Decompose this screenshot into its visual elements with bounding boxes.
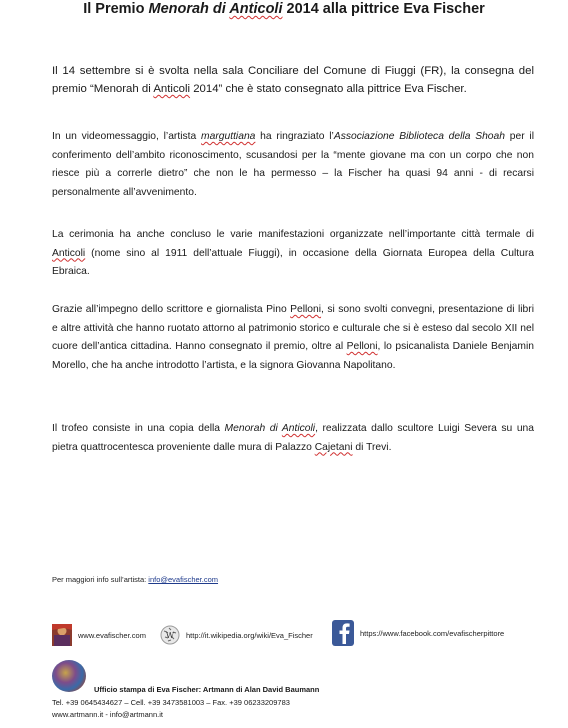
- title-text: Il Premio: [83, 1, 149, 17]
- press-office-contacts: www.artmann.it - info@artmann.it: [52, 710, 163, 719]
- facebook-link[interactable]: [332, 620, 504, 646]
- title-italic: Menorah di: [148, 1, 230, 17]
- text: Il trofeo consiste in una copia della: [52, 423, 225, 434]
- text: , lo psicanalista Daniele Benjamin Morello, che ha anche introdotto l’artista, e la signora Giovanna Napolitano.: [52, 341, 534, 371]
- spellcheck-word: Pelloni: [290, 304, 322, 315]
- facebook-text: https://www.facebook.com/evafischerpittore: [360, 628, 505, 638]
- text: Il 14 settembre si è svolta nella sala Conciliare del Comune di Fiuggi (FR), la consegna del premio “Menorah di: [52, 65, 534, 95]
- spellcheck-word: Cajetani: [314, 441, 353, 453]
- paragraph-1: [52, 62, 534, 98]
- text: La cerimonia ha anche concluso le varie manifestazioni organizzate nell’importante città termale di: [52, 229, 534, 240]
- text: Grazie all’impegno dello scrittore e giornalista Pino: [52, 304, 291, 315]
- title-text-end: 2014 alla pittrice Eva Fischer: [282, 1, 485, 17]
- facebook-icon: [332, 620, 354, 646]
- text: ha ringraziato l’: [255, 131, 334, 142]
- info-email-link[interactable]: info@evafischer.com: [148, 575, 219, 584]
- svg-text:W: W: [165, 631, 175, 640]
- wikipedia-text: http://it.wikipedia.org/wiki/Eva_Fischer: [186, 630, 313, 640]
- painting-avatar-icon: [52, 624, 72, 646]
- text: In un videomessaggio, l’artista: [52, 131, 202, 142]
- text: , realizzata dallo scultore Luigi Severa su una pietra quattrocentesca proveniente dalle mura di Palazzo: [52, 423, 534, 453]
- website-link[interactable]: [52, 624, 146, 646]
- paragraph-4: [52, 301, 534, 375]
- wikipedia-link[interactable]: [160, 624, 313, 646]
- italic-text: Associazione Biblioteca della Shoah: [333, 131, 505, 142]
- press-office-phones: Tel. +39 0645434627 – Cell. +39 3473581003 – Fax. +39 06233209783: [52, 698, 290, 707]
- italic-spellcheck-word: Anticoli: [281, 423, 316, 434]
- text: per il conferimento dell’ambito riconoscimento, scusandosi per la “mente giovane ma con un corpo che non riesce più a correrle dietro” che non le ha permesso – la Fischer ha quasi 94 anni - di recarsi personalmente all’avvenimento.: [52, 131, 534, 198]
- website-text: www.evafischer.com: [78, 630, 146, 640]
- press-office: [52, 660, 372, 720]
- paragraph-3: [52, 226, 534, 282]
- text: , si sono svolti convegni, presentazione di libri e altre attività che hanno ruotato attorno al patrimonio storico e culturale che si è esteso dal secolo XII nel cuore dell’antica cittadina. Hanno consegnato il premio, oltre al: [52, 304, 534, 352]
- links-row: [52, 620, 552, 650]
- spellcheck-word: Anticoli: [52, 247, 86, 259]
- spellcheck-word: Pelloni: [346, 341, 378, 352]
- press-office-title: Ufficio stampa di Eva Fischer: Artmann di Alan David Baumann: [94, 685, 320, 694]
- wikipedia-icon: [160, 624, 180, 646]
- text: di Trevi.: [352, 441, 392, 453]
- text: (nome sino al 1911 dell’attuale Fiuggi), in occasione della Giornata Europea della Cultura Ebraica.: [52, 247, 534, 277]
- more-info-line: [52, 575, 218, 584]
- article-title: [0, 0, 568, 18]
- more-info-label: Per maggiori info sull’artista:: [52, 575, 149, 584]
- italic-text: Menorah di: [224, 423, 282, 434]
- title-italic-anticoli: Anticoli: [229, 1, 283, 17]
- paragraph-2: [52, 128, 534, 202]
- press-office-avatar: [52, 660, 86, 692]
- spellcheck-word: Anticoli: [153, 83, 191, 95]
- italic-spellcheck-word: marguttiana: [201, 131, 256, 142]
- paragraph-5: [52, 420, 534, 457]
- text: 2014” che è stato consegnato alla pittrice Eva Fischer.: [190, 83, 467, 95]
